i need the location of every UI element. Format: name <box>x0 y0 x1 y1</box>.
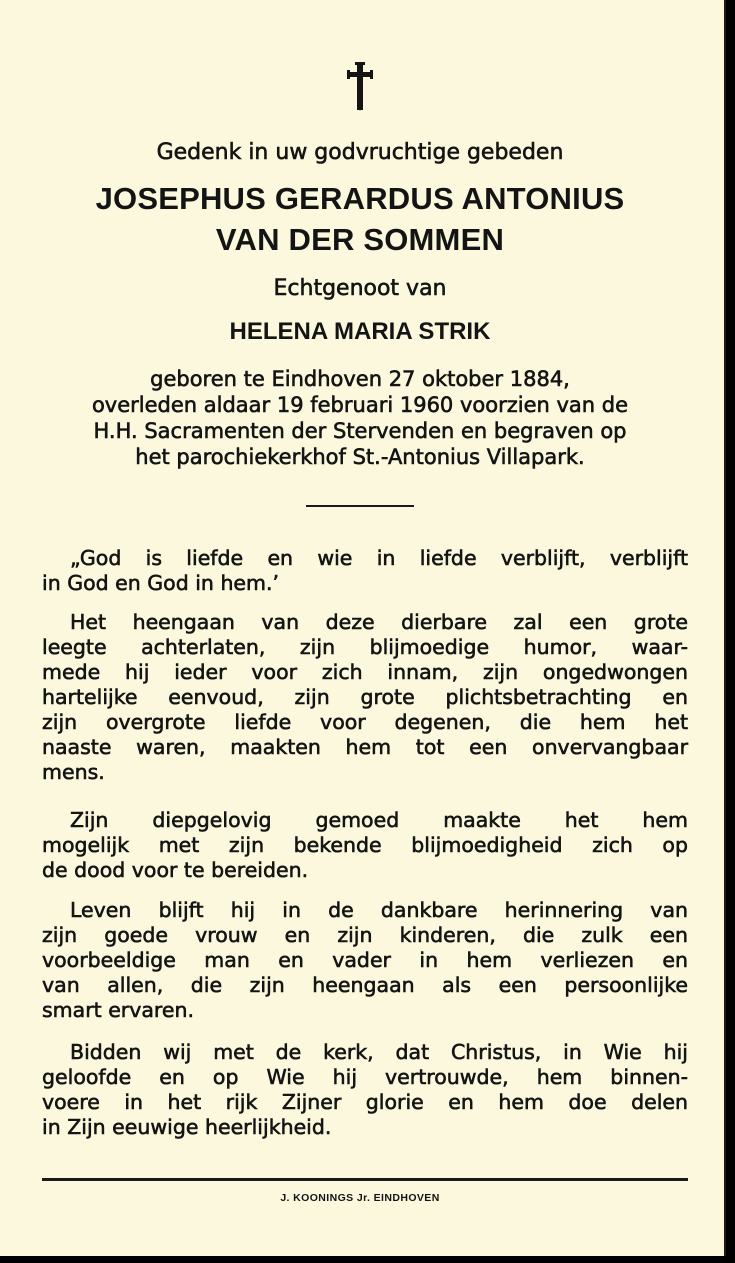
deceased-name-line-1: JOSEPHUS GERARDUS ANTONIUS <box>95 181 625 216</box>
footer-divider <box>42 1178 688 1181</box>
text-line: van allen, die zijn heengaan als een persoonlijke <box>42 973 688 997</box>
text-line: zijn goede vrouw en zijn kinderen, die zulk een <box>42 923 688 947</box>
faith-paragraph <box>42 808 688 883</box>
text-line: voere in het rijk Zijner glorie en hem doe delen <box>42 1090 688 1114</box>
text-line: Zijn diepgelovig gemoed maakte het hem <box>70 808 688 832</box>
text-line: „God is liefde en wie in liefde verblijft, verblijft <box>70 546 688 570</box>
text-line: zijn overgrote liefde voor degenen, die hem het <box>42 710 688 734</box>
remembrance-paragraph <box>42 898 688 1023</box>
spouse-name: HELENA MARIA STRIK <box>229 318 491 345</box>
text-line: Leven blijft hij in de dankbare herinnering van <box>70 898 688 922</box>
text-line: mogelijk met zijn bekende blijmoedigheid zich op <box>42 833 688 857</box>
bio-line: overleden aldaar 19 februari 1960 voorzien van de <box>91 393 629 417</box>
dedication-text: Gedenk in uw godvruchtige gebeden <box>156 140 564 165</box>
text-line: naaste waren, maakten hem tot een onvervangbaar <box>42 735 688 759</box>
text-line: de dood voor te bereiden. <box>42 858 309 882</box>
text-line: hartelijke eenvoud, zijn grote plichtsbetrachting en <box>42 685 688 709</box>
text-line: in Zijn eeuwige heerlijkheid. <box>42 1115 332 1139</box>
bio-line: het parochiekerkhof St.-Antonius Villapark. <box>135 445 585 469</box>
tribute-paragraph <box>42 610 688 785</box>
text-line: Het heengaan van deze dierbare zal een grote <box>70 610 688 634</box>
prayer-paragraph <box>42 1040 688 1140</box>
text-line: smart ervaren. <box>42 998 195 1022</box>
text-line: voorbeeldige man en vader in hem verliezen en <box>42 948 688 972</box>
bio-line: geboren te Eindhoven 27 oktober 1884, <box>150 367 570 391</box>
text-line: leegte achterlaten, zijn blijmoedige humor, waar- <box>42 635 688 659</box>
biography-block <box>0 366 720 470</box>
spouse-label: Echtgenoot van <box>273 276 447 301</box>
deceased-name-line-2: VAN DER SOMMEN <box>215 222 505 257</box>
printer-credit: J. KOONINGS Jr. EINDHOVEN <box>280 1192 440 1204</box>
text-line: mede hij ieder voor zich innam, zijn ongedwongen <box>42 660 688 684</box>
text-line: mens. <box>42 760 105 784</box>
section-divider <box>306 505 414 507</box>
bio-line: H.H. Sacramenten der Stervenden en begraven op <box>93 419 627 443</box>
text-line: in God en God in hem.’ <box>42 571 280 595</box>
quote-paragraph <box>42 546 688 596</box>
text-line: geloofde en op Wie hij vertrouwde, hem binnen- <box>42 1065 688 1089</box>
text-line: Bidden wij met de kerk, dat Christus, in Wie hij <box>70 1040 688 1064</box>
cross-icon <box>345 60 375 112</box>
